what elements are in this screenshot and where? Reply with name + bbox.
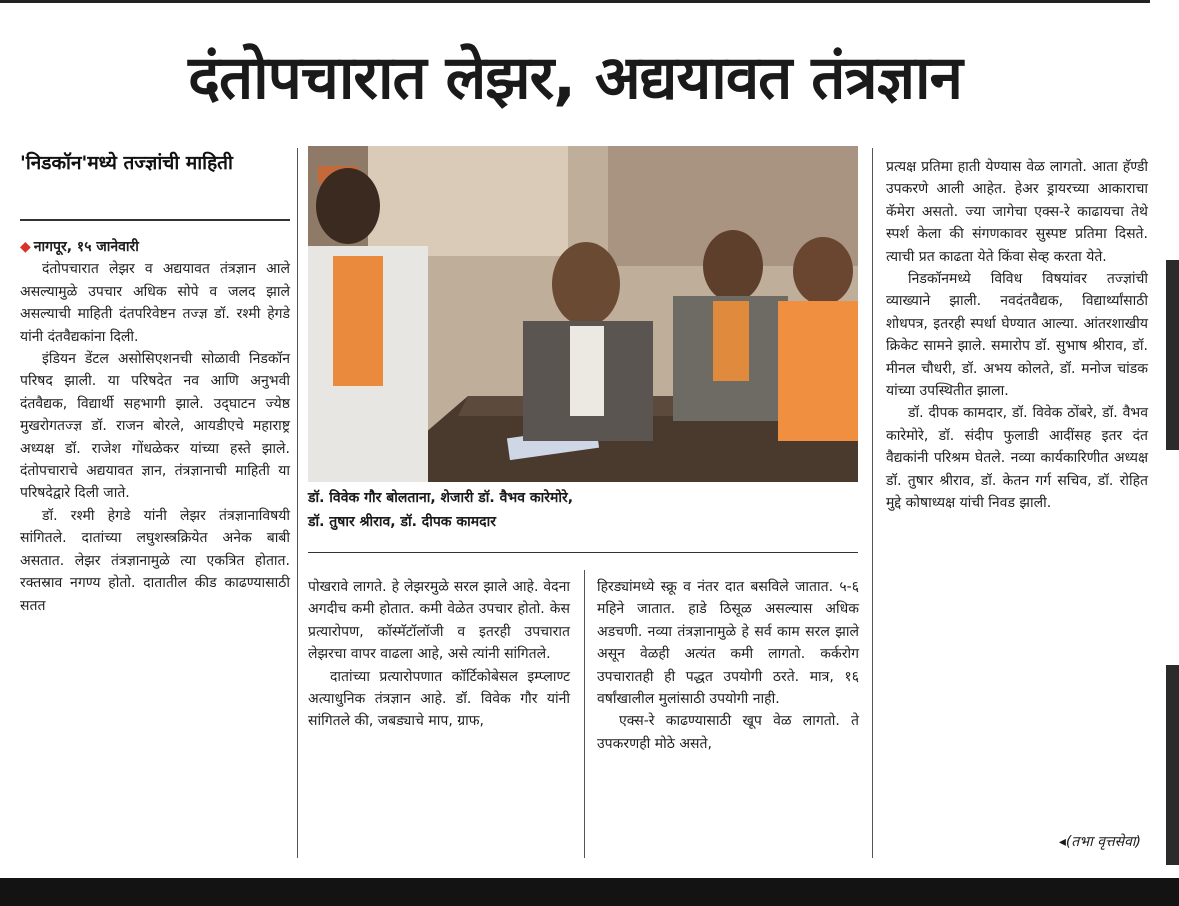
paragraph: दातांच्या प्रत्यारोपणात कॉर्टिकोबेसल इम्प्लाण्ट अत्याधुनिक तंत्रज्ञान आहे. डॉ. विवेक गौर यांनी सांगितले की, जबड्याचे माप, ग्राफ, bbox=[308, 668, 570, 730]
paragraph: दंतोपचारात लेझर व अद्ययावत तंत्रज्ञान आले असल्यामुळे उपचार अधिक सोपे व जलद झाले असल्याची माहिती दंतपरिवेष्टन तज्ज्ञ डॉ. रश्मी हेगडे यांनी दंतवैद्यकांना दिली. bbox=[20, 261, 290, 345]
adjacent-photo-edge bbox=[1166, 260, 1179, 450]
diamond-bullet-icon: ◆ bbox=[20, 239, 31, 255]
paragraph: निडकॉनमध्ये विविध विषयांवर तज्ज्ञांची व्याख्याने झाली. नवदंतवैद्यक, विद्यार्थ्यांसाठी शोधपत्र, इतरही स्पर्धा घेण्यात आल्या. आंतरशाखीय क्रिकेट सामने झाले. समारोप डॉ. सुभाष श्रीराव, डॉ. मीनल चौधरी, डॉ. अभय कोलते, डॉ. मनोज चांडक यांच्या उपस्थितीत झाला. bbox=[886, 271, 1148, 400]
paragraph: प्रत्यक्ष प्रतिमा हाती येण्यास वेळ लागतो. आता हॅण्डी उपकरणे आली आहेत. हेअर ड्रायरच्या आकाराचा कॅमेरा असतो. ज्या जागेचा एक्स-रे काढायचा तेथे स्पर्श केला की संगणकावर सुस्पष्ट प्रतिमा दिसते. त्याची प्रत काढता येते किंवा सेव्ह करता येते. bbox=[886, 159, 1148, 265]
caption-line-1: डॉ. विवेक गौर बोलताना, शेजारी डॉ. वैभव कारेमोरे, bbox=[308, 490, 574, 506]
credit-arrow-icon: ◂ bbox=[1058, 834, 1066, 850]
photo-caption bbox=[308, 486, 858, 534]
paragraph: एक्स-रे काढण्यासाठी खूप वेळ लागतो. ते उपकरणही मोठे असते, bbox=[597, 713, 859, 752]
column-divider bbox=[872, 148, 873, 858]
article-column-4 bbox=[886, 156, 1148, 515]
news-photo bbox=[308, 146, 858, 482]
article-column-2 bbox=[308, 576, 570, 733]
column-divider bbox=[297, 148, 298, 858]
paragraph: डॉ. दीपक कामदार, डॉ. विवेक ठोंबरे, डॉ. वैभव कारेमोरे, डॉ. संदीप फुलाडी आदींसह इतर दंत वैद्यकांनी परिश्रम घेतले. नव्या कार्यकारिणीत अध्यक्ष डॉ. तुषार श्रीराव, डॉ. केतन गर्ग सचिव, डॉ. रोहित मुद्दे कोषाध्यक्ष यांची निवड झाली. bbox=[886, 405, 1148, 512]
dateline-paragraph bbox=[20, 236, 290, 258]
caption-rule bbox=[308, 552, 858, 553]
article-column-1 bbox=[20, 236, 290, 617]
paragraph: डॉ. रश्मी हेगडे यांनी लेझर तंत्रज्ञानाविषयी सांगितले. दातांच्या लघुशस्त्रक्रियेत अनेक बाबी असतात. लेझर तंत्रज्ञानामुळे त्या एकत्रित होतात. रक्तस्राव नगण्य होतो. दातातील कीड काढण्यासाठी सतत bbox=[20, 507, 290, 614]
paragraph: इंडियन डेंटल असोसिएशनची सोळावी निडकॉन परिषद झाली. या परिषदेत नव आणि अनुभवी दंतवैद्यक, विद्यार्थी सहभागी झाले. उद्‌घाटन ज्येष्ठ मुखरोगतज्ज्ञ डॉ. राजन बोरले, आयडीएचे महाराष्ट्र अध्यक्ष डॉ. राजेश गोंधळेकर यांच्या हस्ते झाले. दंतोपचाराचे अद्ययावत ज्ञान, तंत्रज्ञानाची माहिती या परिषदेद्वारे दिली जाते. bbox=[20, 351, 290, 502]
subheading: 'निडकॉन'मध्ये तज्ज्ञांची माहिती bbox=[20, 152, 233, 174]
dateline: नागपूर, १५ जानेवारी bbox=[33, 239, 139, 255]
paragraph: पोखरावे लागते. हे लेझरमुळे सरल झाले आहे. वेदना अगदीच कमी होतात. कमी वेळेत उपचार होतो. केस प्रत्यारोपण, कॉस्मॅटॉलॉजी व इतरही उपचारात लेझरचा वापर वाढला आहे, असे त्यांनी सांगितले. bbox=[308, 579, 570, 663]
subheading-rule bbox=[20, 219, 290, 221]
meeting-photo-illustration bbox=[308, 146, 858, 482]
article-column-3 bbox=[597, 576, 859, 755]
column-divider bbox=[584, 570, 585, 858]
caption-line-2: डॉ. तुषार श्रीराव, डॉ. दीपक कामदार bbox=[308, 514, 496, 530]
news-credit bbox=[1059, 832, 1141, 851]
headline: दंतोपचारात लेझर, अद्ययावत तंत्रज्ञान bbox=[188, 43, 962, 113]
top-rule bbox=[0, 0, 1150, 3]
page-bottom-band bbox=[0, 878, 1179, 906]
credit-text: (तभा वृत्तसेवा) bbox=[1065, 834, 1141, 850]
adjacent-photo-edge bbox=[1166, 665, 1179, 865]
paragraph: हिरड्यांमध्ये स्क्रू व नंतर दात बसविले जातात. ५-६ महिने जातात. हाडे ठिसूळ असल्यास अधिक अडचणी. नव्या तंत्रज्ञानामुळे हे सर्व काम सरल झाले असून वेळही अत्यंत कमी लागतो. कर्करोग उपचारातही ही पद्धत उपयोगी ठरते. मात्र, १६ वर्षांखालील मुलांसाठी उपयोगी नाही. bbox=[597, 579, 859, 708]
